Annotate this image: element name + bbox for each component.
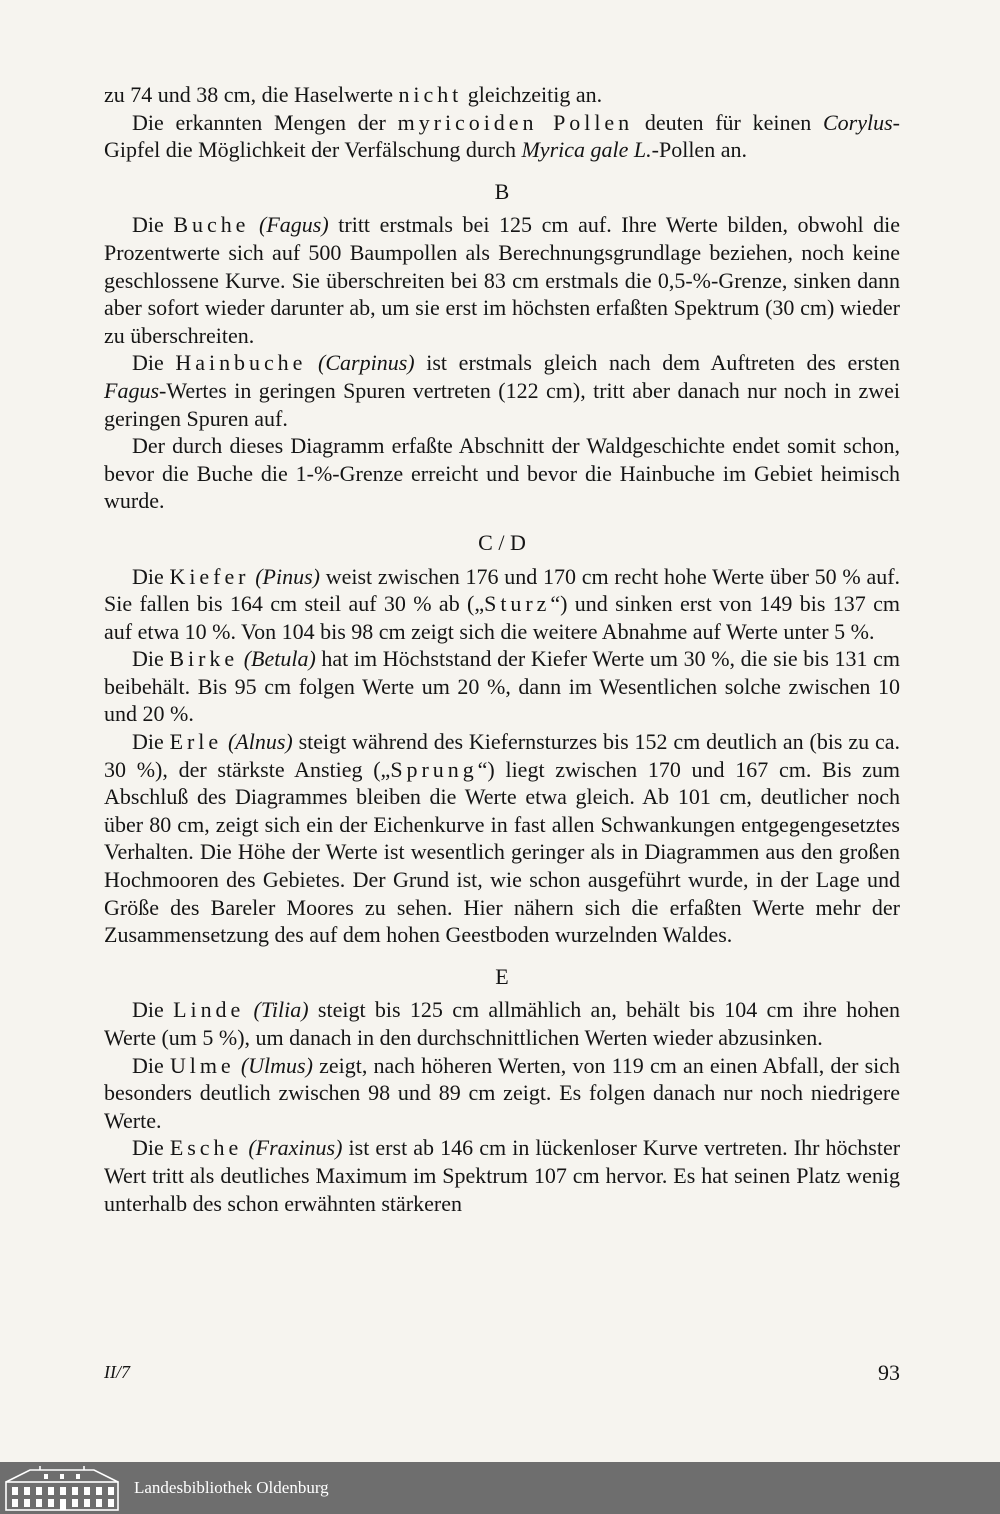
paragraph-buche [104, 211, 900, 349]
text-run: Die [132, 729, 164, 755]
text-run: “) liegt zwischen 170 und 167 cm. Bis zum Abschluß des Diagrammes bleiben die Werte etwa gleich. Ab 101 cm, deutlicher noch über 80 cm, zeigt sich ein der Eichenkurve in fast allen Schwankungen entgegengesetztes Verhalten. Die Höhe der Werte ist wesentlich geringer als in Diagrammen aus den großen Hochmooren des Gebietes. Der Grund ist, wie schon ausgeführt wurde, in der Lage und Größe des Bareler Moores zu sehen. Hier nähern sich die erfaßten Werte mehr der Zusammensetzung des auf dem hohen Geestboden wurzelnden Waldes. [104, 756, 900, 948]
text-run: deuten für keinen [644, 109, 812, 135]
text-run: Die [132, 1135, 164, 1161]
text-run: Die [132, 563, 164, 589]
text-run: steigt während des Kiefernsturzes bis 152 cm deutlich an (bis zu ca. 30 %), der stärkste Anstieg („ [104, 729, 901, 782]
spaced-text: Birke [169, 646, 239, 672]
taxon-name: Fagus [104, 377, 159, 403]
paragraph-intro-2 [104, 109, 900, 164]
taxon-name: (Alnus) [227, 729, 293, 755]
taxon-name: (Ulmus) [240, 1052, 313, 1078]
text-run: steigt bis 125 cm allmählich an, behält bis 104 cm ihre hohen Werte (um 5 %), um danach in den durchschnittlichen Werten wieder abzusinken. [104, 997, 901, 1050]
section-heading-cd: C / D [478, 529, 526, 555]
library-banner [0, 1462, 1000, 1514]
banner-label: Landesbibliothek Oldenburg [134, 1478, 329, 1497]
page-number: 93 [878, 1360, 900, 1385]
spaced-text: myricoiden Pollen [397, 109, 634, 135]
spaced-text: Ulme [169, 1052, 235, 1078]
text-run: -Wertes in geringen Spuren vertreten (122 cm), tritt aber danach nur noch in zwei geringen Spuren auf. [104, 377, 900, 431]
text-run: Die [132, 997, 164, 1023]
taxon-name: (Fraxinus) [248, 1135, 343, 1161]
spaced-text: Erle [169, 729, 223, 755]
text-run: Die [132, 1052, 164, 1078]
taxon-name: (Carpinus) [318, 350, 415, 376]
section-heading-e: E [495, 963, 509, 989]
spaced-text: Kiefer [169, 563, 250, 589]
text-run: Die erkannten Mengen der [132, 109, 386, 135]
text-run: zu 74 und 38 cm, die Haselwerte [104, 82, 393, 107]
text-run: gleichzeitig an. [467, 82, 603, 107]
text-run: zeigt, nach höheren Werten, von 119 cm an einen Abfall, der sich besonders deutlich zwischen 98 und 89 cm zeigt. Es folgen danach nur noch niedrigere Werte. [104, 1052, 901, 1133]
paragraph-intro-1 [104, 81, 900, 109]
spaced-text: Sprung [390, 756, 478, 782]
text-run: Die [132, 350, 164, 376]
spaced-text: Linde [173, 997, 245, 1023]
library-building-icon [0, 1462, 124, 1514]
paragraph-ulme [104, 1052, 900, 1135]
paragraph-erle [104, 728, 900, 949]
taxon-name: (Tilia) [253, 997, 309, 1023]
paragraph-esche [104, 1134, 900, 1217]
text-run: hat im Höchststand der Kiefer Werte um 30 %, die sie bis 131 cm beibehält. Bis 95 cm folgen Werte um 20 %, dann im Wesentlichen solche zwischen 10 und 20 %. [104, 646, 900, 727]
taxon-name: (Pinus) [255, 563, 320, 589]
paragraph-birke [104, 645, 900, 728]
taxon-name: Corylus [822, 109, 893, 135]
spaced-text: Esche [169, 1135, 243, 1161]
text-run: ist erstmals gleich nach dem Auftreten des ersten [426, 350, 901, 376]
paragraph-kiefer [104, 563, 900, 646]
text-run: ist erst ab 146 cm in lückenloser Kurve vertreten. Ihr höchster Wert tritt als deutliches Maximum im Spektrum 107 cm hervor. Es hat seinen Platz wenig unterhalb des schon erwähnten stärkeren [104, 1135, 901, 1216]
text-run: “) und sinken erst von 149 bis 137 cm auf etwa 10 %. Von 104 bis 98 cm zeigt sich die weitere Abnahme auf Werte unter 5 %. [104, 591, 900, 644]
paragraph-hainbuche [104, 349, 900, 432]
text-run: -Pollen an. [651, 137, 747, 163]
text-run: -Gipfel die Möglichkeit der Verfälschung durch [104, 109, 900, 163]
section-heading-b: B [494, 178, 510, 204]
text-run: Die [132, 212, 164, 238]
page-body [104, 81, 900, 1217]
text-run: weist zwischen 176 und 170 cm recht hohe Werte über 50 % auf. Sie fallen bis 164 cm steil auf 30 % ab („ [104, 563, 901, 617]
paragraph-linde [104, 996, 900, 1051]
spaced-text: Buche [173, 212, 250, 238]
paragraph-waldgeschichte: Der durch dieses Diagramm erfaßte Abschnitt der Waldgeschichte endet somit schon, bevor die Buche die 1-%-Grenze erreicht und bevor die Hainbuche im Gebiet heimisch wurde. [104, 433, 900, 514]
text-run: Die [132, 646, 164, 672]
signature-mark: II/7 [104, 1362, 130, 1382]
taxon-name: Myrica gale L. [521, 137, 652, 163]
spaced-text: Hainbuche [175, 350, 307, 376]
spaced-text: Sturz [484, 591, 551, 617]
taxon-name: (Betula) [243, 646, 316, 672]
text-run: tritt erstmals bei 125 cm auf. Ihre Werte bilden, obwohl die Prozentwerte sich auf 500 Baumpollen als Berechnungsgrundlage beziehen, noch keine geschlossene Kurve. Sie überschreiten bei 83 cm erstmals die 0,5-%-Grenze, sinken dann aber sofort wieder darunter ab, um sie erst im höchsten erfaßten Spektrum (30 cm) wieder zu überschreiten. [104, 212, 901, 348]
taxon-name: (Fagus) [259, 212, 329, 238]
spaced-text: nicht [398, 82, 463, 107]
